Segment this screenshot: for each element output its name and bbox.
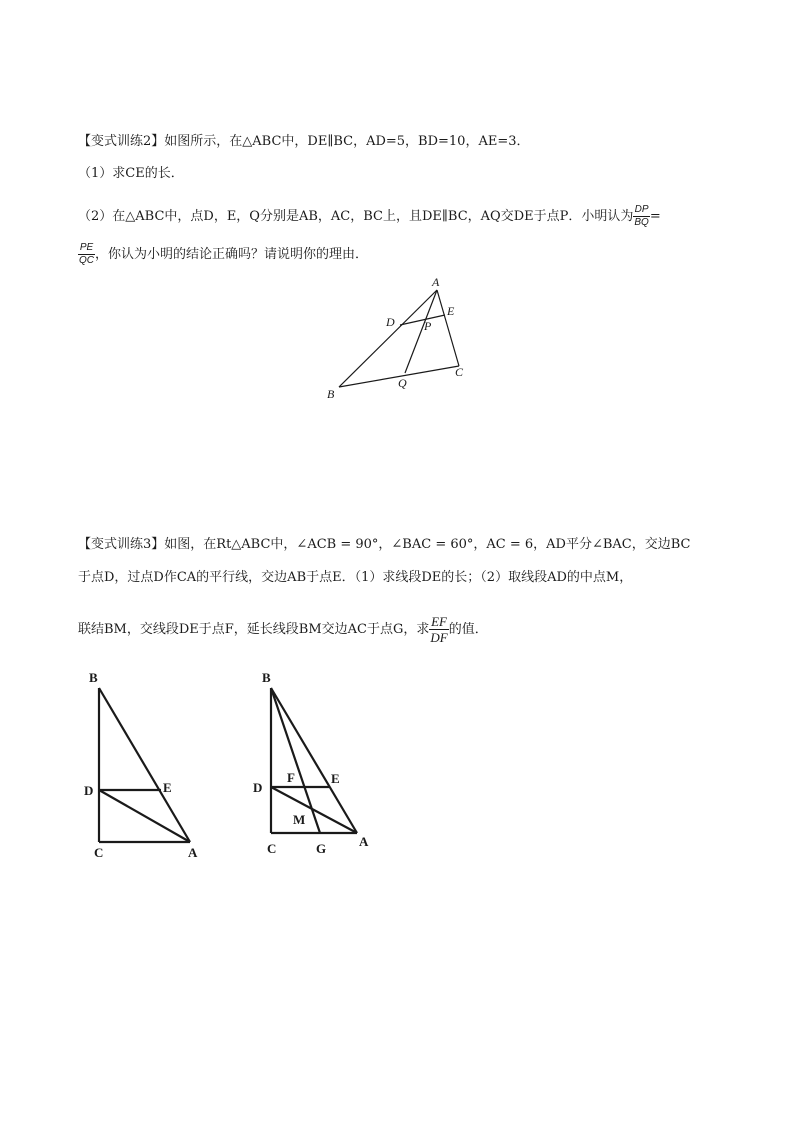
- problem3-text1: 如图，在Rt△ABC中，∠ACB = 90°，∠BAC = 60°，AC = 6，AD平分∠BAC，交边BC: [164, 537, 691, 552]
- problem3-text3-end: 的值．: [448, 622, 488, 637]
- problem3-line2: 于点D，过点D作CA的平行线，交边AB于点E．（1）求线段DE的长；（2）取线段AD的中点M，: [78, 570, 633, 585]
- label-e: E: [447, 304, 455, 318]
- label-f: F: [287, 770, 295, 785]
- frac-numerator: DP: [634, 204, 649, 215]
- triangle-figure-problem3-left: [99, 688, 190, 842]
- segment-da: [99, 790, 190, 842]
- label-g: G: [316, 841, 327, 856]
- segment-ac: [437, 290, 459, 366]
- problem2-part2-text: （2）在△ABC中，点D，E，Q分别是AB，AC，BC上，且DE∥BC，AQ交DE于点P．小明认为: [78, 209, 634, 224]
- label-b: B: [89, 670, 98, 685]
- problem3-heading: 【变式训练3】: [78, 537, 165, 552]
- segment-ba: [99, 688, 190, 842]
- label-b: B: [262, 670, 271, 685]
- label-e: E: [163, 780, 172, 795]
- frac-denominator: QC: [79, 255, 94, 266]
- triangle-figure-problem3-right: [271, 688, 357, 833]
- problem2-point-labels: [327, 275, 464, 401]
- problem3-text3: 联结BM，交线段DE于点F，延长线段BM交边AC于点G，求: [78, 622, 430, 637]
- label-d: D: [253, 780, 263, 795]
- problem2-intro: 如图所示，在△ABC中，DE∥BC，AD=5，BD=10，AE=3．: [164, 134, 530, 149]
- label-d: D: [386, 315, 395, 329]
- equals-sign: =: [649, 209, 661, 224]
- label-p: P: [424, 319, 432, 333]
- label-q: Q: [398, 376, 407, 390]
- label-b: B: [327, 387, 335, 401]
- frac-numerator: EF: [431, 614, 447, 629]
- label-a: A: [359, 834, 369, 849]
- frac-denominator: BQ: [634, 217, 649, 228]
- frac-denominator: DF: [430, 630, 448, 645]
- label-c: C: [94, 845, 104, 860]
- triangle-figure-problem2: [339, 290, 459, 387]
- segment-ba: [271, 688, 357, 833]
- label-m: M: [293, 812, 306, 827]
- problem2-part2-rest: ，你认为小明的结论正确吗？请说明你的理由．: [95, 247, 369, 262]
- label-c: C: [267, 841, 277, 856]
- frac-numerator: PE: [79, 242, 94, 253]
- problem2-heading: 【变式训练2】: [78, 134, 165, 149]
- problem3-fig1-labels: [84, 670, 198, 860]
- segment-aq: [405, 290, 437, 373]
- problem2-part1: （1）求CE的长．: [78, 166, 184, 181]
- label-a: A: [188, 845, 198, 860]
- label-e: E: [331, 771, 340, 786]
- label-a: A: [432, 275, 440, 289]
- label-c: C: [455, 365, 464, 379]
- label-d: D: [84, 783, 94, 798]
